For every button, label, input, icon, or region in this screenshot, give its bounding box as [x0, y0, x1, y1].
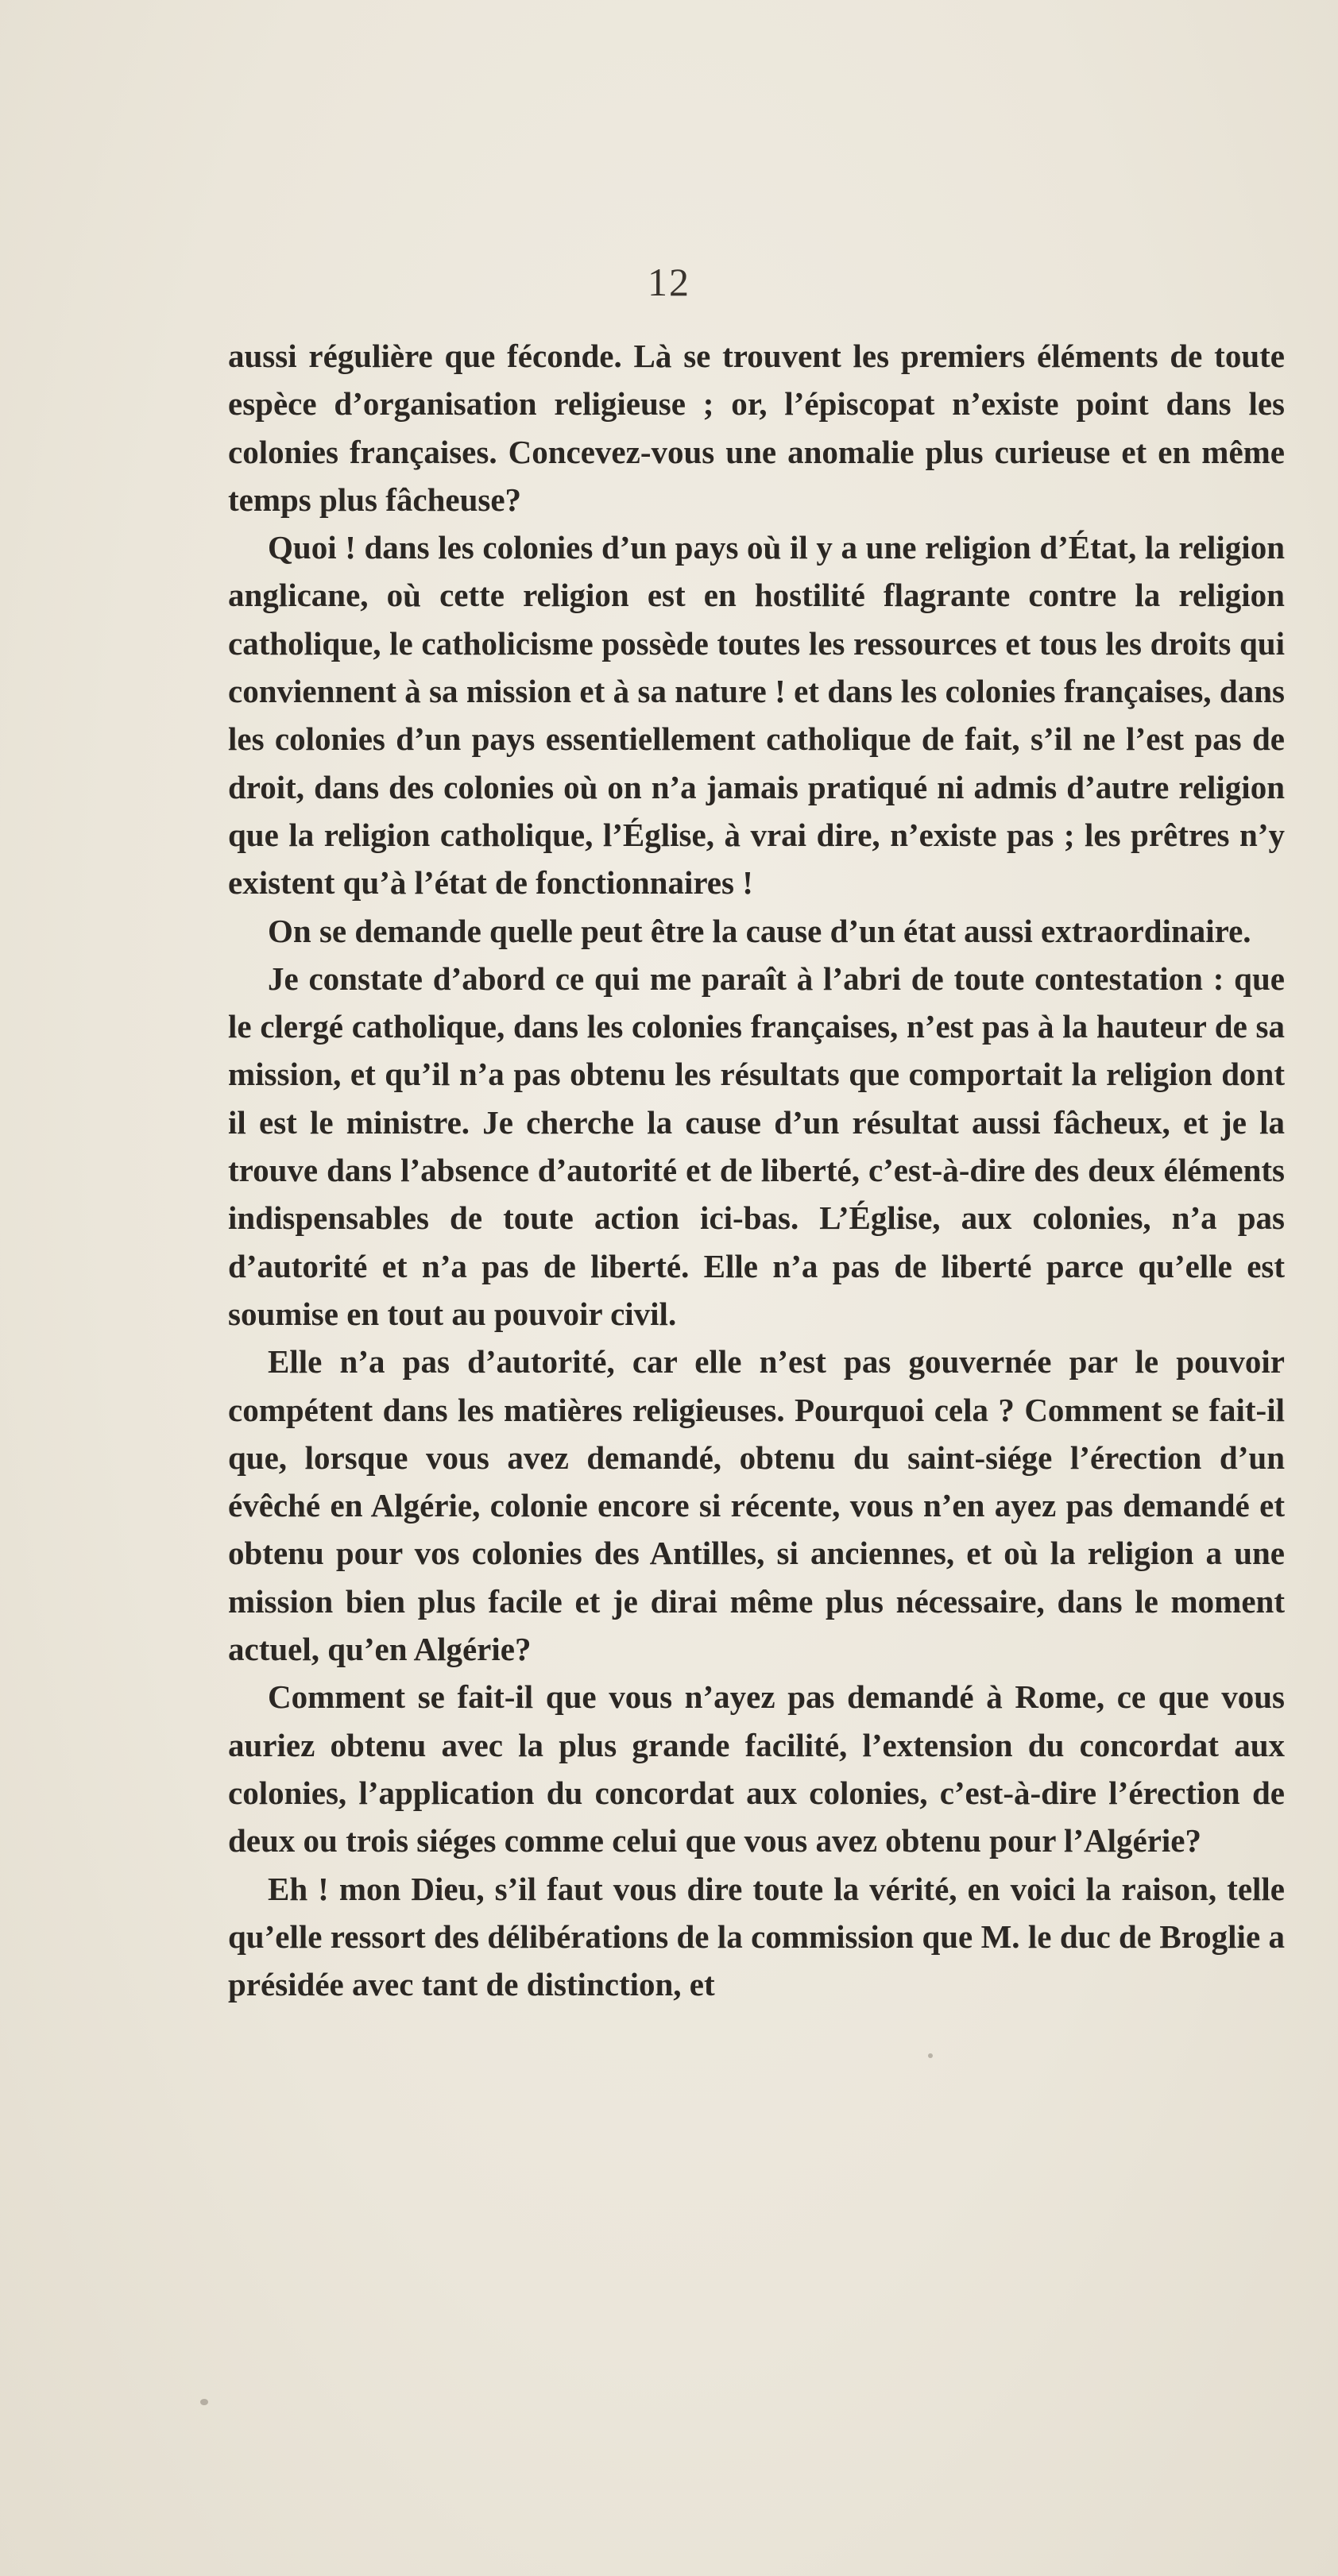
page-number: 12 — [648, 260, 690, 304]
paper-speck — [928, 2053, 933, 2058]
paragraph-4: Je constate d’abord ce qui me paraît à l’abri de toute contestation : que le clergé catholique, dans les colonies françaises, n’est pas à la hauteur de sa mission, et qu’il n’a pas obtenu les résultats que comportait la religion dont il est le ministre. Je cherche la cause d’un résultat aussi fâcheux, et je la trouve dans l’absence d’autorité et de liberté, c’est-à-dire des deux éléments indispensables de toute action ici-bas. L’Église, aux colonies, n’a pas d’autorité et n’a pas de liberté. Elle n’a pas de liberté parce qu’elle est soumise en tout au pouvoir civil. — [228, 960, 1285, 1332]
paragraph-6: Comment se fait-il que vous n’ayez pas demandé à Rome, ce que vous auriez obtenu avec la plus grande facilité, l’extension du concordat aux colonies, l’application du concordat aux colonies, c’est-à-dire l’érection de deux ou trois siéges comme celui que vous avez obtenu pour l’Algérie? — [228, 1678, 1285, 1860]
paragraph-7: Eh ! mon Dieu, s’il faut vous dire toute la vérité, en voici la raison, telle qu’elle ressort des délibérations de la commission que M. le duc de Broglie a présidée avec tant de distinction, et — [228, 1870, 1285, 2003]
body-text — [228, 332, 1285, 2008]
paragraph-1: aussi régulière que féconde. Là se trouvent les premiers éléments de toute espèce d’organisation religieuse ; or, l’épiscopat n’existe point dans les colonies françaises. Concevez-vous une anomalie plus curieuse et en même temps plus fâcheuse? — [228, 338, 1285, 518]
paragraph-3: On se demande quelle peut être la cause d’un état aussi extraordinaire. — [268, 912, 1251, 949]
paper-speck — [200, 2399, 208, 2405]
paragraph-2: Quoi ! dans les colonies d’un pays où il y a une religion d’État, la religion anglicane, où cette religion est en hostilité flagrante contre la religion catholique, le catholicisme possède toutes les ressources et tous les droits qui conviennent à sa mission et à sa nature ! et dans les colonies françaises, dans les colonies d’un pays essentiellement catholique de fait, s’il ne l’est pas de droit, dans des colonies où on n’a jamais pratiqué ni admis d’autre religion que la religion catholique, l’Église, à vrai dire, n’existe pas ; les prêtres n’y existent qu’à l’état de fonctionnaires ! — [228, 529, 1285, 902]
paragraph-5: Elle n’a pas d’autorité, car elle n’est pas gouvernée par le pouvoir compétent dans les matières religieuses. Pourquoi cela ? Comment se fait-il que, lorsque vous avez demandé, obtenu du saint-siége l’érection d’un évêché en Algérie, colonie encore si récente, vous n’en ayez pas demandé et obtenu pour vos colonies des Antilles, si anciennes, et où la religion a une mission bien plus facile et je dirai même plus nécessaire, dans le moment actuel, qu’en Algérie? — [228, 1343, 1285, 1668]
